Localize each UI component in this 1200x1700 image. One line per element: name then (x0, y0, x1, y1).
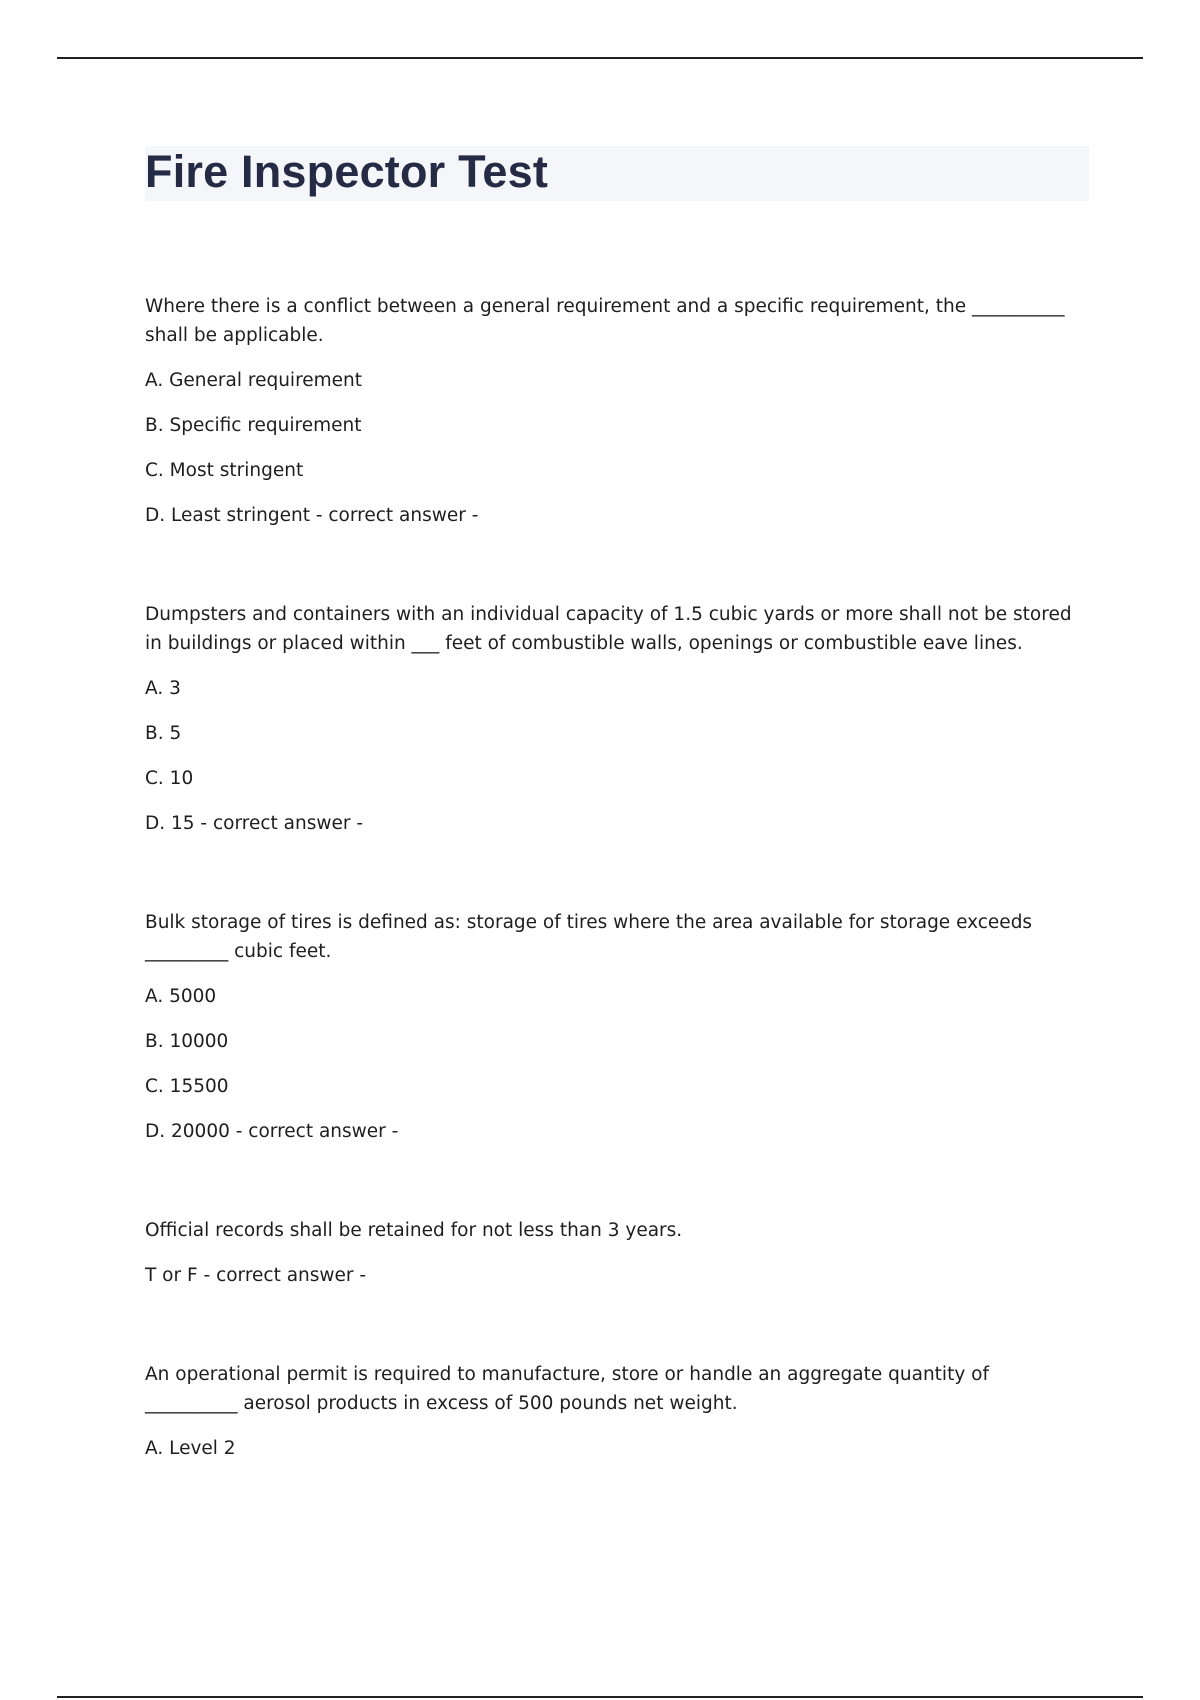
answer-option-a: A. Level 2 (145, 1438, 236, 1459)
top-rule (57, 57, 1143, 59)
question-5 (145, 1360, 1085, 1463)
question-text: Dumpsters and containers with an individual capacity of 1.5 cubic yards or more shall not be stored in buildings or placed within ___ feet of combustible walls, openings or combustible eave lines. (145, 604, 1072, 654)
question-text: An operational permit is required to manufacture, store or handle an aggregate quantity of __________ aerosol products in excess of 500 pounds net weight. (145, 1364, 989, 1414)
answer-option-c: C. 10 (145, 768, 194, 789)
answer-option-b: B. 10000 (145, 1031, 229, 1052)
answer-option-true-false: T or F - correct answer - (145, 1265, 367, 1286)
bottom-rule (57, 1696, 1143, 1698)
question-1 (145, 292, 1085, 530)
answer-option-b: B. 5 (145, 723, 182, 744)
answer-option-d: D. 15 - correct answer - (145, 813, 364, 834)
answer-option-c: C. 15500 (145, 1076, 229, 1097)
answer-option-a: A. 5000 (145, 986, 217, 1007)
question-text: Where there is a conflict between a general requirement and a specific requirement, the __________ shall be applicable. (145, 296, 1065, 346)
question-3 (145, 908, 1085, 1146)
page-title: Fire Inspector Test (145, 146, 549, 197)
answer-option-a: A. 3 (145, 678, 181, 699)
question-list (145, 292, 1085, 1533)
answer-option-c: C. Most stringent (145, 460, 304, 481)
answer-option-b: B. Specific requirement (145, 415, 362, 436)
question-text: Bulk storage of tires is defined as: storage of tires where the area available for storage exceeds _________ cubic feet. (145, 912, 1033, 962)
answer-option-d: D. Least stringent - correct answer - (145, 505, 479, 526)
answer-option-a: A. General requirement (145, 370, 363, 391)
question-text: Official records shall be retained for not less than 3 years. (145, 1220, 683, 1241)
question-2 (145, 600, 1085, 838)
question-4 (145, 1216, 1085, 1290)
answer-option-d: D. 20000 - correct answer - (145, 1121, 399, 1142)
